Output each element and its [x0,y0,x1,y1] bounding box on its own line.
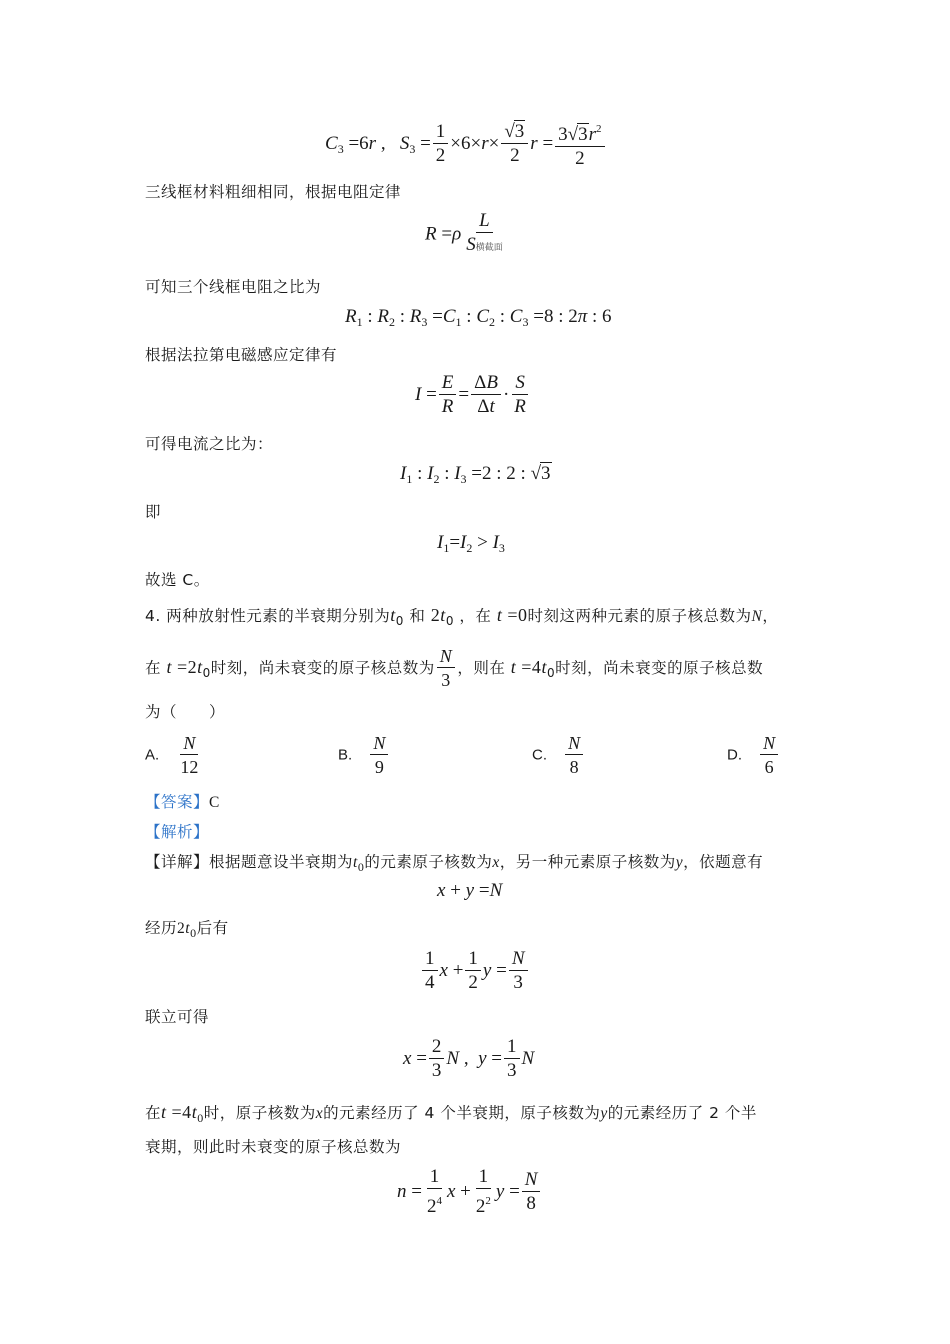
option-c[interactable]: C. $\frac{N}{8}$ [532,732,585,779]
detail-line-1: 【详解】根据题意设半衰期为$t_0$的元素原子核数为x，另一种元素原子核数为y，依题意有 [145,853,764,874]
question-number: 4. [145,607,161,625]
answer-line [145,791,220,814]
detail-line-5: 衰期，则此时未衰变的原子核总数为 [145,1138,402,1156]
formula-c3-s3: $C_3 =6r$ , $S_3$ = $\frac{1}{2}$ ×6×r× $\frac{√3}{2}$ r = $\frac{3√3r^2}{2}$ [325,118,607,171]
formula-final: n = $\frac{1}{2^4}$ x + $\frac{1}{2^2}$ y = $\frac{N}{8}$ [397,1166,542,1219]
option-b[interactable]: B. $\frac{N}{9}$ [338,732,390,779]
formula-resistance-ratio: $R_1$ : $R_2$ : $R_3 =C_1$ : $C_2$ : $C_3 =8$ : 2π : 6 [345,306,612,329]
answer-tag: 【答案】 [145,793,210,811]
formula-sum: x + y =N [437,880,503,901]
formula-solution: x = $\frac{2}{3}$ N , y = $\frac{1}{3}$ N [403,1036,535,1081]
detail-line-2: 经历$2t_0$后有 [145,919,229,940]
analysis-line [145,821,209,843]
question-line-3: 为（ ） [145,703,226,721]
analysis-tag: 【解析】 [145,823,210,841]
option-a[interactable]: A. $\frac{N}{12}$ [145,733,199,777]
formula-resistance-law: R =ρ $\frac{L}{\text{S横截面}}$ [425,210,503,255]
question-line-2: 在 $t =2t_0$时刻，尚未衰变的原子核总数为 $\frac{N}{3}$ ，则在 $t =4t_0$时刻，尚未衰变的原子核总数 [145,646,764,690]
formula-after-2t0: $\frac{1}{4}$ x + $\frac{1}{2}$ y = $\frac{N}{3}$ [420,948,530,995]
detail-tag: 【详解】 [145,853,210,871]
option-d[interactable]: D. $\frac{N}{6}$ [727,732,780,779]
text-line-5: 即 [145,503,162,521]
formula-faraday: I = $\frac{E}{R}$ = $\frac{\Delta B}{\Delta t}$ · $\frac{S}{R}$ [415,372,526,417]
cross-section-label: 横截面 [475,243,503,253]
detail-line-3: 联立可得 [145,1008,210,1026]
text-line-1: 三线框材料粗细相同，根据电阻定律 [145,183,402,201]
formula-current-compare: $I_1=I_2 > I_3$ [437,532,505,555]
question-line-1: 4. 两种放射性元素的半衰期分别为$t_0$ 和 $2t_0$ ，在 t =0时刻这两种元素的原子核总数为N， [145,605,779,628]
text-line-4: 可得电流之比为： [145,435,274,453]
text-line-2: 可知三个线框电阻之比为 [145,278,322,296]
text-line-6: 故选 C。 [145,571,210,589]
text-line-3: 根据法拉第电磁感应定律有 [145,346,338,364]
answer-value: C [209,794,220,811]
detail-line-4: 在$t =4t_0$时，原子核数为x的元素经历了 4 个半衰期，原子核数为y的元素经历了 2 个半 [145,1102,757,1125]
formula-current-ratio: $I_1$ : $I_2$ : $I_3 =2$ : 2 : √3 [400,463,551,486]
